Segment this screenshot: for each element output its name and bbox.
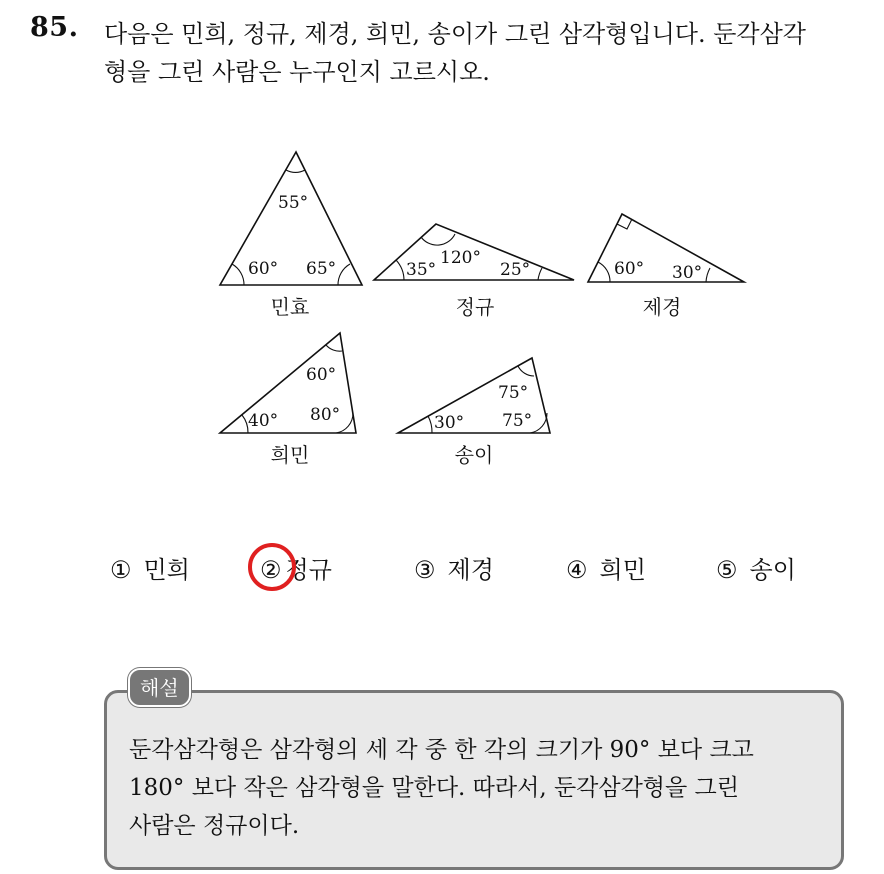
- triangle-huimin: [220, 333, 356, 467]
- explanation-box: [104, 690, 844, 870]
- choice-mark: ③: [414, 556, 436, 584]
- triangle-name: 민효: [270, 295, 310, 319]
- choice-5[interactable]: [716, 550, 796, 585]
- angle-label: 75°: [498, 383, 529, 403]
- angle-label: 35°: [406, 260, 437, 280]
- triangle-jeonggyu: [374, 224, 574, 319]
- triangle-name: 정규: [455, 295, 495, 319]
- angle-label: 30°: [672, 263, 703, 283]
- choice-mark: ④: [566, 556, 588, 584]
- angle-label: 75°: [502, 411, 533, 431]
- choice-label: 정규: [285, 556, 332, 584]
- explanation-line-2: 180° 보다 작은 삼각형을 말한다. 따라서, 둔각삼각형을 그린: [129, 775, 739, 801]
- choice-mark: ①: [110, 556, 132, 584]
- angle-label: 40°: [248, 411, 279, 431]
- choice-label: 송이: [749, 556, 796, 584]
- triangle-name: 제경: [642, 295, 682, 319]
- choice-label: 희민: [599, 556, 646, 584]
- angle-label: 65°: [306, 259, 337, 279]
- choice-mark: ②: [260, 556, 282, 584]
- question-text-line-1: 다음은 민희, 정규, 제경, 희민, 송이가 그린 삼각형입니다. 둔각삼각: [104, 20, 806, 48]
- angle-label: 60°: [248, 259, 279, 279]
- angle-label: 120°: [440, 248, 481, 268]
- choice-4[interactable]: [566, 550, 646, 585]
- question-text-line-2: 형을 그린 사람은 누구인지 고르시오.: [104, 58, 490, 86]
- angle-label: 60°: [614, 259, 645, 279]
- angle-label: 55°: [278, 193, 309, 213]
- choice-3[interactable]: [414, 550, 494, 585]
- choice-mark: ⑤: [716, 556, 738, 584]
- angle-label: 80°: [310, 405, 341, 425]
- triangle-name: 희민: [270, 443, 310, 467]
- choice-1[interactable]: [110, 550, 190, 585]
- explanation-line-3: 사람은 정규이다.: [129, 813, 300, 839]
- explanation-tag: 해설: [128, 668, 191, 707]
- choice-label: 제경: [447, 556, 494, 584]
- triangle-minhyo: [220, 152, 362, 319]
- explanation-line-1: 둔각삼각형은 삼각형의 세 각 중 한 각의 크기가 90° 보다 크고: [129, 737, 754, 763]
- answer-circle-mark: [248, 543, 296, 591]
- angle-label: 30°: [434, 413, 465, 433]
- triangle-name: 송이: [454, 443, 494, 467]
- triangle-songi: [398, 358, 550, 467]
- question-number: 85.: [30, 12, 79, 43]
- angle-label: 25°: [500, 260, 531, 280]
- triangle-jegyeong: [588, 214, 744, 319]
- choice-label: 민희: [143, 556, 190, 584]
- angle-label: 60°: [306, 365, 337, 385]
